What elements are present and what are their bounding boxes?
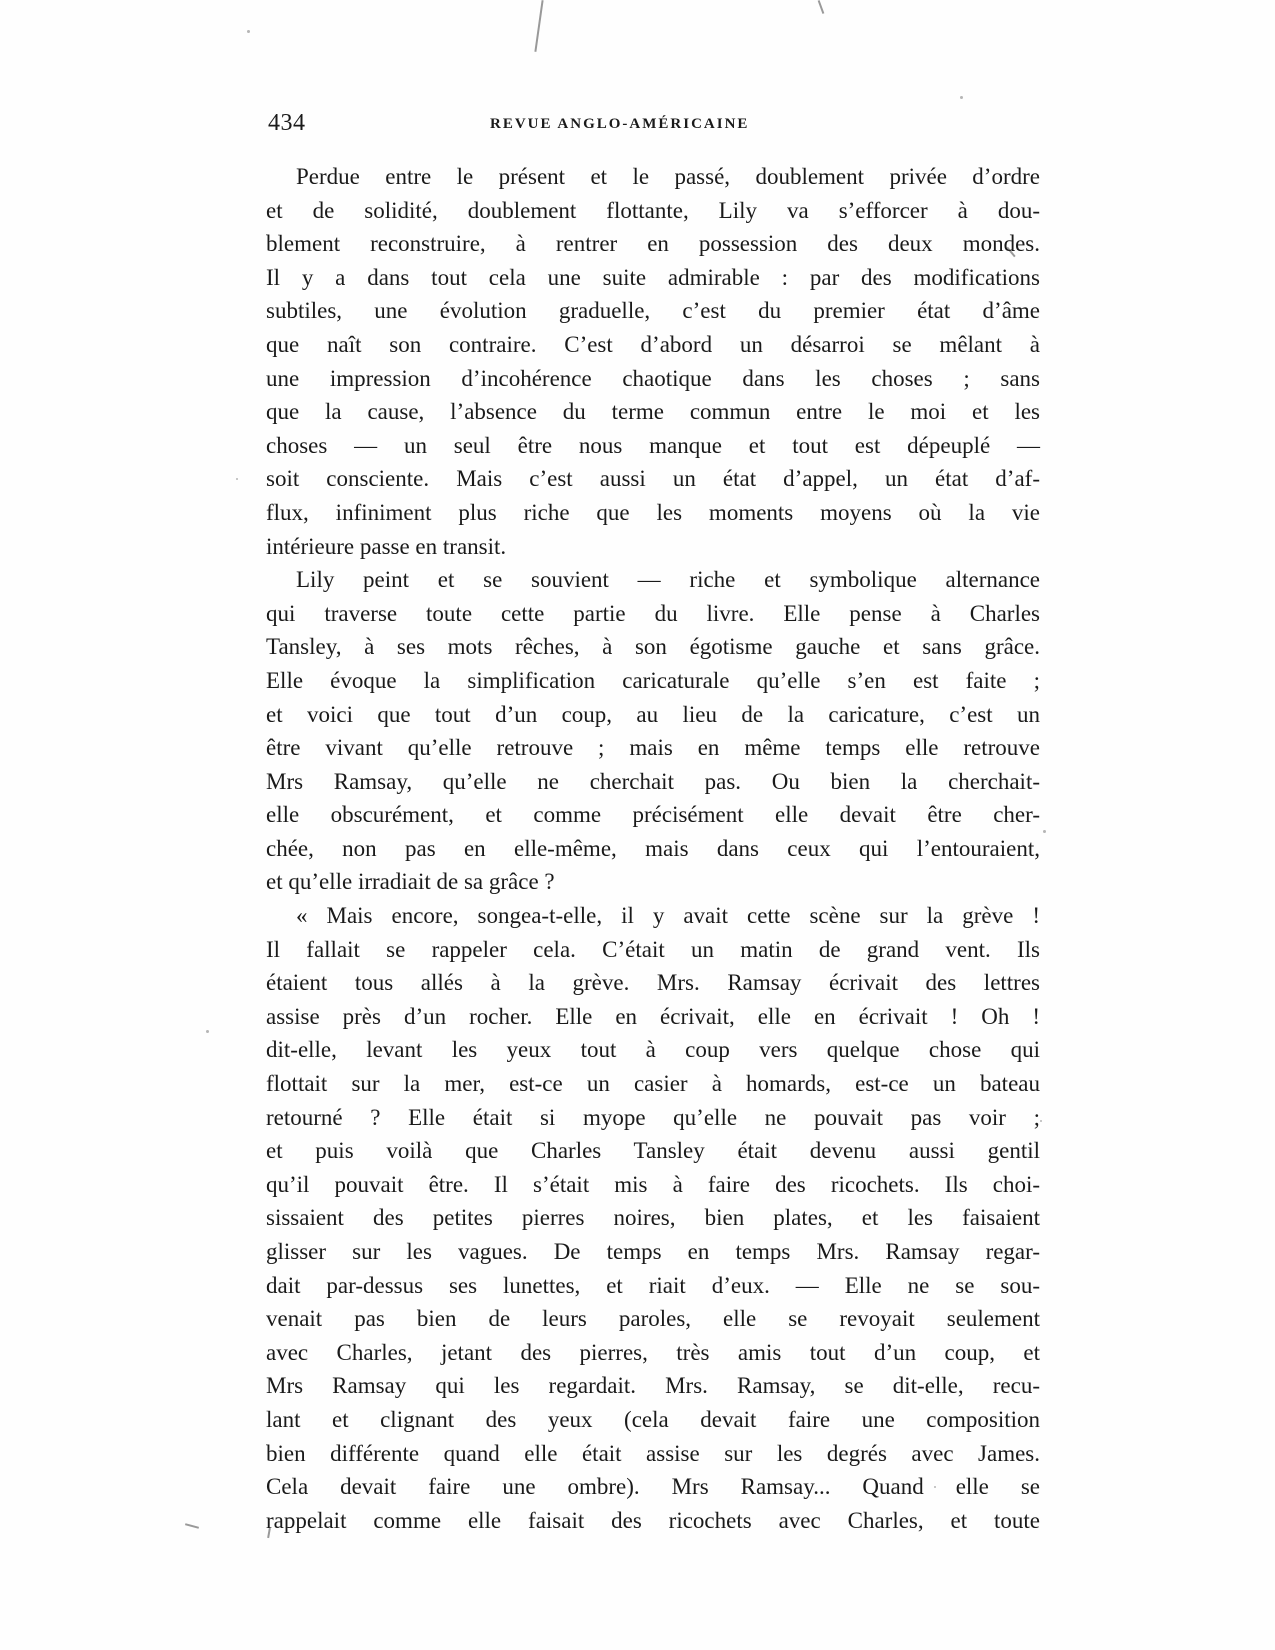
scan-speck xyxy=(1040,1120,1042,1122)
scan-mark xyxy=(818,0,825,14)
scan-speck xyxy=(247,30,250,33)
text-line: Mrs Ramsay qui les regardait. Mrs. Ramsay, se dit-elle, recu- xyxy=(266,1373,1040,1399)
text-line: Mrs Ramsay, qu’elle ne cherchait pas. Ou bien la cherchait- xyxy=(266,768,1040,794)
text-line: intérieure passe en transit. xyxy=(266,533,507,559)
text-line: subtiles, une évolution graduelle, c’est du premier état d’âme xyxy=(266,298,1040,324)
text-line: étaient tous allés à la grève. Mrs. Ramsay écrivait des lettres xyxy=(266,970,1040,996)
text-line: et voici que tout d’un coup, au lieu de la caricature, c’est un xyxy=(266,701,1040,727)
text-line: rappelait comme elle faisait des ricochets avec Charles, et toute xyxy=(266,1507,1040,1533)
text-line: flux, infiniment plus riche que les moments moyens où la vie xyxy=(266,499,1040,525)
body-text xyxy=(266,160,1040,1537)
text-line: qu’il pouvait être. Il s’était mis à faire des ricochets. Ils choi- xyxy=(266,1171,1040,1197)
text-line: chée, non pas en elle-même, mais dans ceux qui l’entouraient, xyxy=(266,835,1040,861)
text-line: flottait sur la mer, est-ce un casier à homards, est-ce un bateau xyxy=(266,1071,1040,1097)
text-line: qui traverse toute cette partie du livre. Elle pense à Charles xyxy=(266,600,1040,626)
text-line: avec Charles, jetant des pierres, très amis tout d’un coup, et xyxy=(266,1339,1040,1365)
text-line: une impression d’incohérence chaotique dans les choses ; sans xyxy=(266,365,1040,391)
scan-speck xyxy=(236,478,238,480)
text-line: Il y a dans tout cela une suite admirable : par des modifications xyxy=(266,264,1040,290)
text-line: Tansley, à ses mots rêches, à son égotisme gauche et sans grâce. xyxy=(266,634,1040,660)
scan-mark xyxy=(534,0,543,52)
text-line: retourné ? Elle était si myope qu’elle ne pouvait pas voir ; xyxy=(266,1104,1040,1130)
text-line: dait par-dessus ses lunettes, et riait d’eux. — Elle ne se sou- xyxy=(266,1272,1040,1298)
text-line: être vivant qu’elle retrouve ; mais en même temps elle retrouve xyxy=(266,735,1040,761)
page-number: 434 xyxy=(268,110,306,136)
text-line: Lily peint et se souvient — riche et symbolique alternance xyxy=(296,567,1040,593)
text-line: choses — un seul être nous manque et tout est dépeuplé — xyxy=(266,432,1040,458)
text-line: venait pas bien de leurs paroles, elle se revoyait seulement xyxy=(266,1306,1040,1332)
text-line: sissaient des petites pierres noires, bien plates, et les faisaient xyxy=(266,1205,1040,1231)
text-line: Cela devait faire une ombre). Mrs Ramsay... Quand elle se xyxy=(266,1474,1040,1500)
text-line: que naît son contraire. C’est d’abord un désarroi se mêlant à xyxy=(266,331,1040,357)
text-line: lant et clignant des yeux (cela devait faire une composition xyxy=(266,1406,1040,1432)
text-line: elle obscurément, et comme précisément elle devait être cher- xyxy=(266,802,1040,828)
text-line: Il fallait se rappeler cela. C’était un matin de grand vent. Ils xyxy=(266,936,1040,962)
running-title: REVUE ANGLO-AMÉRICAINE xyxy=(490,116,750,132)
text-line: « Mais encore, songea-t-elle, il y avait cette scène sur la grève ! xyxy=(296,903,1040,929)
text-line: et de solidité, doublement flottante, Lily va s’efforcer à dou- xyxy=(266,197,1040,223)
text-line: et puis voilà que Charles Tansley était devenu aussi gentil xyxy=(266,1138,1040,1164)
text-line: soit consciente. Mais c’est aussi un état d’appel, un état d’af- xyxy=(266,466,1040,492)
text-line: glisser sur les vagues. De temps en temps Mrs. Ramsay regar- xyxy=(266,1239,1040,1264)
page-header xyxy=(268,110,1038,140)
text-line: bien différente quand elle était assise sur les degrés avec James. xyxy=(266,1440,1040,1466)
text-line: et qu’elle irradiait de sa grâce ? xyxy=(266,869,555,895)
text-line: Elle évoque la simplification caricaturale qu’elle s’en est faite ; xyxy=(266,667,1040,693)
text-line: que la cause, l’absence du terme commun entre le moi et les xyxy=(266,399,1040,425)
text-line: dit-elle, levant les yeux tout à coup vers quelque chose qui xyxy=(266,1037,1040,1063)
scan-mark xyxy=(185,1523,199,1529)
text-line: blement reconstruire, à rentrer en possession des deux mondes. xyxy=(266,231,1040,257)
text-line: Perdue entre le présent et le passé, doublement privée d’ordre xyxy=(296,164,1040,189)
scan-speck xyxy=(206,1030,209,1033)
text-line: assise près d’un rocher. Elle en écrivait, elle en écrivait ! Oh ! xyxy=(266,1003,1040,1029)
scan-speck xyxy=(960,96,963,99)
scan-speck xyxy=(1043,830,1046,833)
